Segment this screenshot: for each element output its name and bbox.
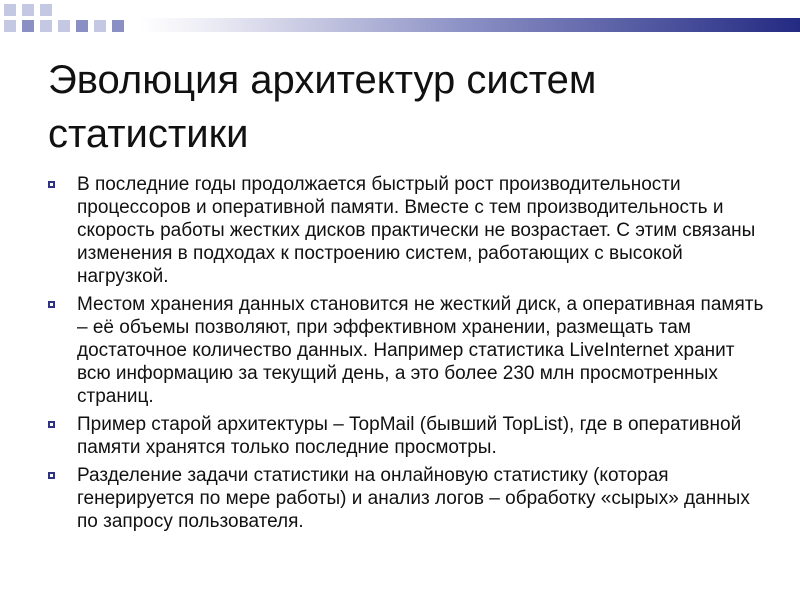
decor-square: [76, 20, 88, 32]
bullet-item: [48, 293, 768, 408]
square-bullet-icon: [48, 301, 55, 308]
square-bullet-icon: [48, 421, 55, 428]
square-bullet-icon: [48, 181, 55, 188]
bullet-text: Местом хранения данных становится не жесткий диск, а оперативная память – её объемы позволяют, при эффективном хранении, размещать там достаточное количество данных. Например статистика LiveInternet хранит всю информацию за текущий день, а это более 230 млн просмотренных страниц.: [77, 294, 764, 407]
decorative-header-band: [0, 0, 800, 36]
slide-title: Эволюция архитектур систем статистики: [48, 58, 597, 156]
decor-square: [4, 20, 16, 32]
bullet-item: [48, 173, 768, 288]
decor-square: [22, 20, 34, 32]
bullet-text: Разделение задачи статистики на онлайновую статистику (которая генерируется по мере работы) и анализ логов – обработку «сырых» данных по запросу пользователя.: [77, 465, 750, 532]
bullet-text: В последние годы продолжается быстрый рост производительности процессоров и оперативной памяти. Вместе с тем производительность и скорость работы жестких дисков практически не возрастает. С этим связаны изменения в подходах к построению систем, работающих с высокой нагрузкой.: [77, 174, 756, 287]
decor-square: [112, 20, 124, 32]
bullet-list: [48, 173, 768, 538]
decor-square: [4, 4, 16, 16]
bullet-item: [48, 464, 768, 533]
decor-square: [40, 20, 52, 32]
decor-square: [40, 4, 52, 16]
decor-square: [58, 20, 70, 32]
decor-square: [94, 20, 106, 32]
bullet-text: Пример старой архитектуры – TopMail (бывший TopList), где в оперативной памяти хранятся только последние просмотры.: [77, 414, 742, 458]
bullet-item: [48, 413, 768, 459]
square-bullet-icon: [48, 472, 55, 479]
decor-square: [22, 4, 34, 16]
decor-gradient-bar: [140, 18, 800, 32]
